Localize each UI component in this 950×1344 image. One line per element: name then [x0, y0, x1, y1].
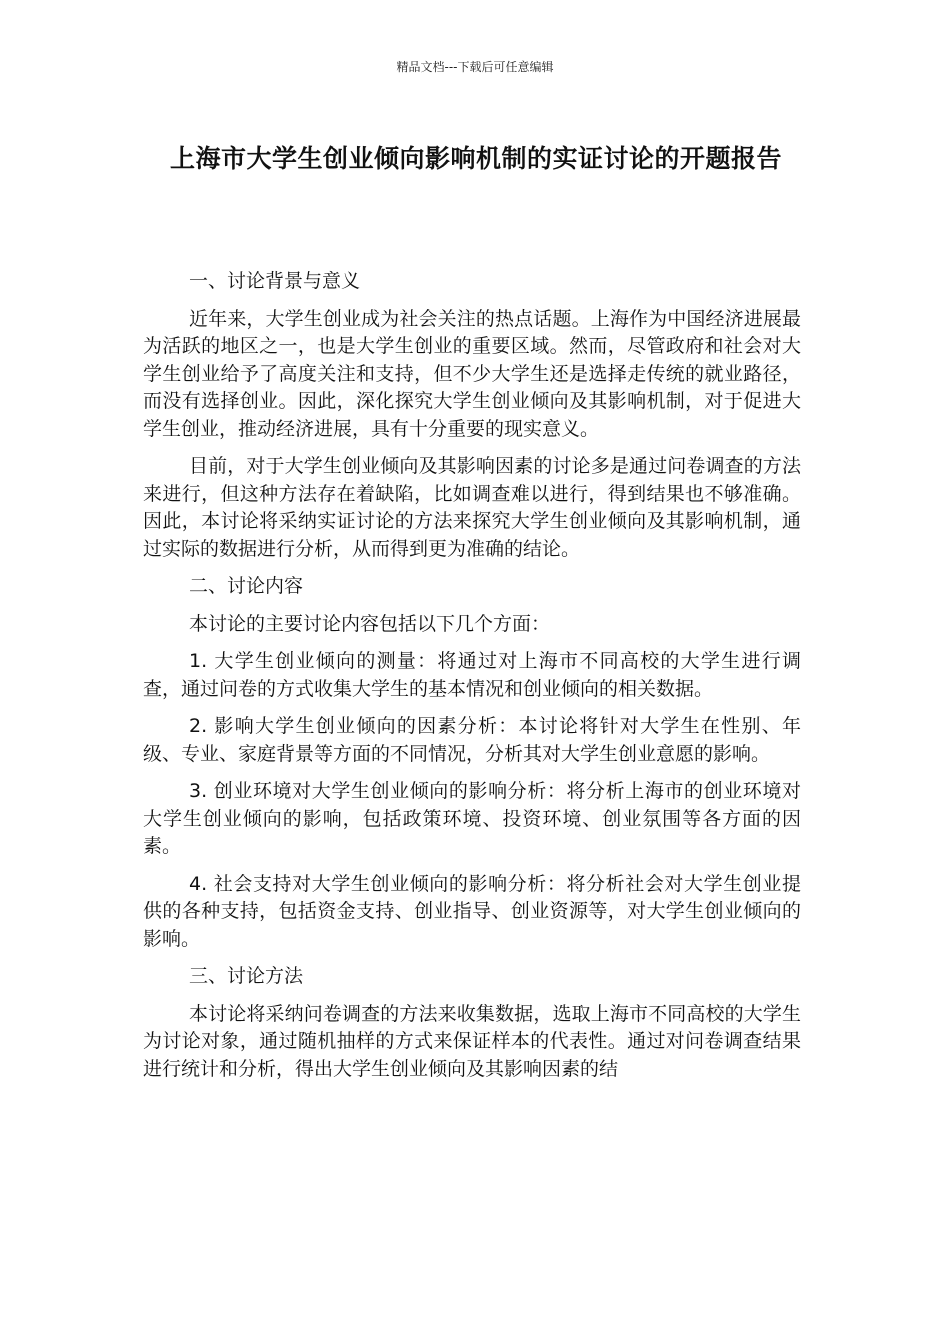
list-item: 2. 影响大学生创业倾向的因素分析：本讨论将针对大学生在性别、年级、专业、家庭背景等方面的不同情况，分析其对大学生创业意愿的影响。 [143, 715, 801, 765]
document-title: 上海市大学生创业倾向影响机制的实证讨论的开题报告 [169, 144, 782, 173]
document-body [143, 268, 801, 1093]
paragraph: 本讨论的主要讨论内容包括以下几个方面： [189, 612, 551, 635]
paragraph: 近年来，大学生创业成为社会关注的热点话题。上海作为中国经济进展最为活跃的地区之一，也是大学生创业的重要区域。然而，尽管政府和社会对大学生创业给予了高度关注和支持，但不少大学生还是选择走传统的就业路径，而没有选择创业。因此，深化探究大学生创业倾向及其影响机制，对于促进大学生创业，推动经济进展，具有十分重要的现实意义。 [143, 307, 801, 440]
section-heading-background: 一、讨论背景与意义 [189, 270, 361, 292]
paragraph: 目前，对于大学生创业倾向及其影响因素的讨论多是通过问卷调查的方法来进行，但这种方法存在着缺陷，比如调查难以进行，得到结果也不够准确。因此，本讨论将采纳实证讨论的方法来探究大学生创业倾向及其影响机制，通过实际的数据进行分析，从而得到更为准确的结论。 [143, 455, 801, 560]
paragraph: 本讨论将采纳问卷调查的方法来收集数据，选取上海市不同高校的大学生为讨论对象，通过随机抽样的方式来保证样本的代表性。通过对问卷调查结果进行统计和分析，得出大学生创业倾向及其影响因素的结 [143, 1002, 801, 1080]
section-heading-method: 三、讨论方法 [189, 965, 304, 987]
list-item: 3. 创业环境对大学生创业倾向的影响分析：将分析上海市的创业环境对大学生创业倾向的影响，包括政策环境、投资环境、创业氛围等各方面的因素。 [143, 780, 801, 857]
list-item: 1. 大学生创业倾向的测量：将通过对上海市不同高校的大学生进行调查，通过问卷的方式收集大学生的基本情况和创业倾向的相关数据。 [143, 650, 801, 700]
watermark-header: 精品文档---下载后可任意编辑 [396, 60, 554, 74]
list-item: 4. 社会支持对大学生创业倾向的影响分析：将分析社会对大学生创业提供的各种支持，包括资金支持、创业指导、创业资源等，对大学生创业倾向的影响。 [143, 872, 801, 950]
section-heading-content: 二、讨论内容 [189, 575, 304, 597]
